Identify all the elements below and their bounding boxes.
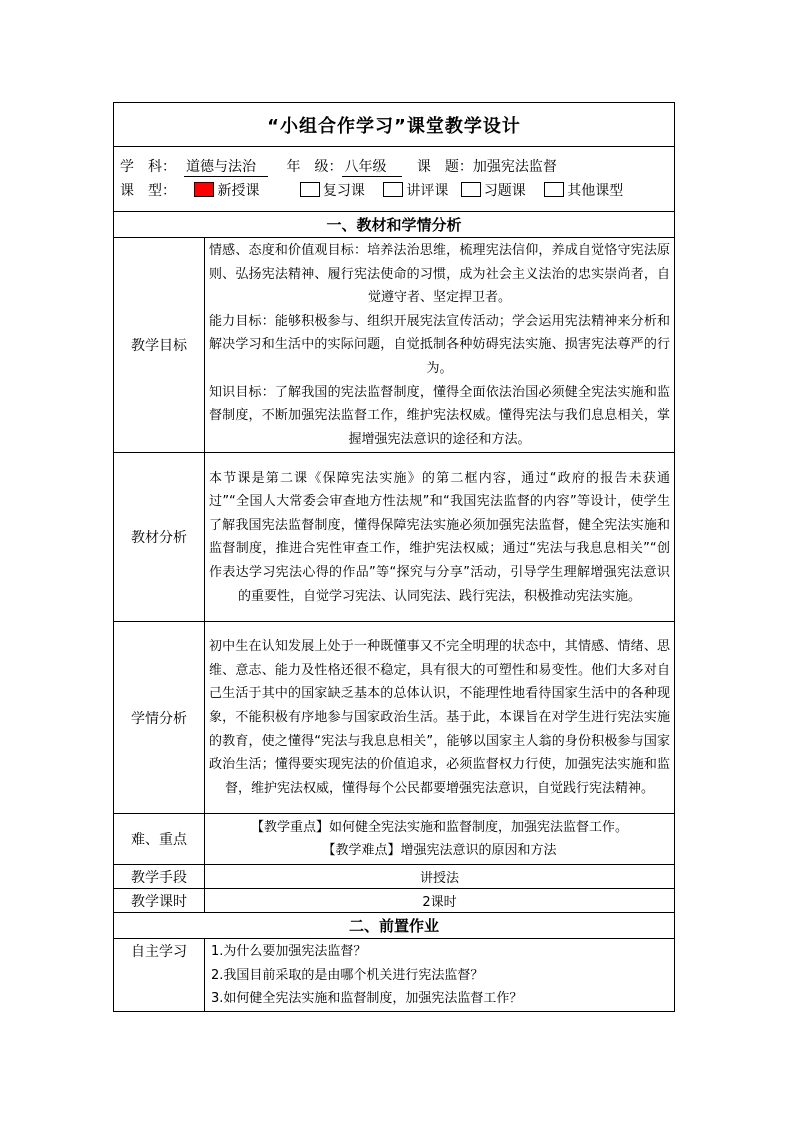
method-label: 教学手段	[114, 865, 205, 889]
subject-label: 学 科：	[120, 159, 176, 175]
keypoints-label: 难、重点	[114, 814, 205, 865]
hours-label: 教学课时	[114, 889, 205, 913]
material-label: 教材分析	[114, 453, 205, 622]
subject-value: 道德与法治	[184, 158, 268, 177]
teaching-focus: 【教学重点】如何健全宪法实施和监督制度，加强宪法监督工作。	[251, 820, 629, 836]
type-option-commentary[interactable]: 讲评课	[383, 183, 448, 199]
topic-label: 课 题：	[416, 159, 473, 175]
grade-label: 年 级：	[286, 159, 343, 175]
keypoints-content	[205, 814, 675, 865]
goals-content	[205, 238, 675, 453]
course-info	[114, 147, 675, 212]
course-type-line	[120, 179, 668, 203]
goal-knowledge: 知识目标：了解我国的宪法监督制度，懂得全面依法治国必须健全宪法实施和监督制度，不断加强宪法监督工作，维护宪法权威。懂得宪法与我们息息相关，掌握增强宪法意识的途径和方法。	[209, 384, 671, 447]
material-content	[205, 453, 675, 622]
material-text: 本节课是第二课《保障宪法实施》的第二框内容，通过“政府的报告未获通过”“全国人大常委会审查地方性法规”和“我国宪法监督的内容”等设计，使学生了解我国宪法监督制度，懂得保障宪法实施必须加强宪法监督，健全宪法实施和监督制度，推进合宪性审查工作，维护宪法权威；通过“宪法与我息息相关”“创作表达学习宪法心得的作品”等“探究与分享”活动，引导学生理解增强宪法意识的重要性，自觉学习宪法、认同宪法、践行宪法，积极推动宪法实施。	[209, 470, 671, 604]
type-option-exercise[interactable]: 习题课	[461, 183, 526, 199]
type-option-other[interactable]: 其他课型	[544, 183, 623, 199]
homework-item: 3.如何健全宪法实施和监督制度，加强宪法监督工作？	[211, 990, 523, 1006]
students-text: 初中生在认知发展上处于一种既懂事又不完全明理的状态中，其情感、情绪、思维、意志、能力及性格还很不稳定，具有很大的可塑性和易变性。他们大多对自己生活于其中的国家缺乏基本的总体认识，不能理性地看待国家生活中的各种现象，不能积极有序地参与国家政治生活。基于此，本课旨在对学生进行宪法实施的教育，使之懂得“宪法与我息息相关”，能够以国家主人翁的身份积极参与国家政治生活；懂得要实现宪法的价值追求，必须监督权力行使，加强宪法实施和监督，维护宪法权威，懂得每个公民都要增强宪法意识，自觉践行宪法精神。	[209, 639, 671, 796]
topic-value: 加强宪法监督	[472, 159, 557, 175]
homework-content	[205, 939, 675, 1012]
unchecked-box-icon[interactable]	[383, 182, 403, 197]
unchecked-box-icon[interactable]	[461, 182, 481, 197]
teaching-difficulty: 【教学难点】增强宪法意识的原因和方法	[322, 843, 557, 859]
goal-ability: 能力目标：能够积极参与、组织开展宪法宣传活动；学会运用宪法精神来分析和解决学习和生活中的实际问题，自觉抵制各种妨碍宪法实施、损害宪法尊严的行为。	[209, 313, 671, 376]
hours-value: 2课时	[205, 889, 675, 913]
goal-emotion: 情感、态度和价值观目标：培养法治思维，梳理宪法信仰，养成自觉恪守宪法原则、弘扬宪法精神、履行宪法使命的习惯，成为社会主义法治的忠实崇尚者，自觉遵守者、坚定捍卫者。	[209, 243, 671, 306]
type-option-review[interactable]: 复习课	[300, 183, 365, 199]
homework-item: 1.为什么要加强宪法监督？	[211, 944, 367, 960]
unchecked-box-icon[interactable]	[544, 182, 564, 197]
students-content	[205, 622, 675, 814]
course-info-line-1	[120, 155, 668, 179]
type-option-new[interactable]: 新授课	[194, 183, 259, 199]
homework-item: 2.我国目前采取的是由哪个机关进行宪法监督？	[211, 967, 484, 983]
section-heading-analysis: 一、教材和学情分析	[114, 212, 675, 238]
unchecked-box-icon[interactable]	[300, 182, 320, 197]
section-heading-homework: 二、前置作业	[114, 913, 675, 939]
lesson-plan-table	[113, 102, 675, 1012]
homework-label: 自主学习	[114, 939, 205, 1012]
checked-box-icon[interactable]	[194, 182, 214, 197]
grade-value: 八年级	[342, 158, 402, 177]
document-title: “小组合作学习”课堂教学设计	[114, 103, 675, 147]
students-label: 学情分析	[114, 622, 205, 814]
goals-label: 教学目标	[114, 238, 205, 453]
method-value: 讲授法	[205, 865, 675, 889]
type-label: 课 型：	[120, 183, 176, 199]
